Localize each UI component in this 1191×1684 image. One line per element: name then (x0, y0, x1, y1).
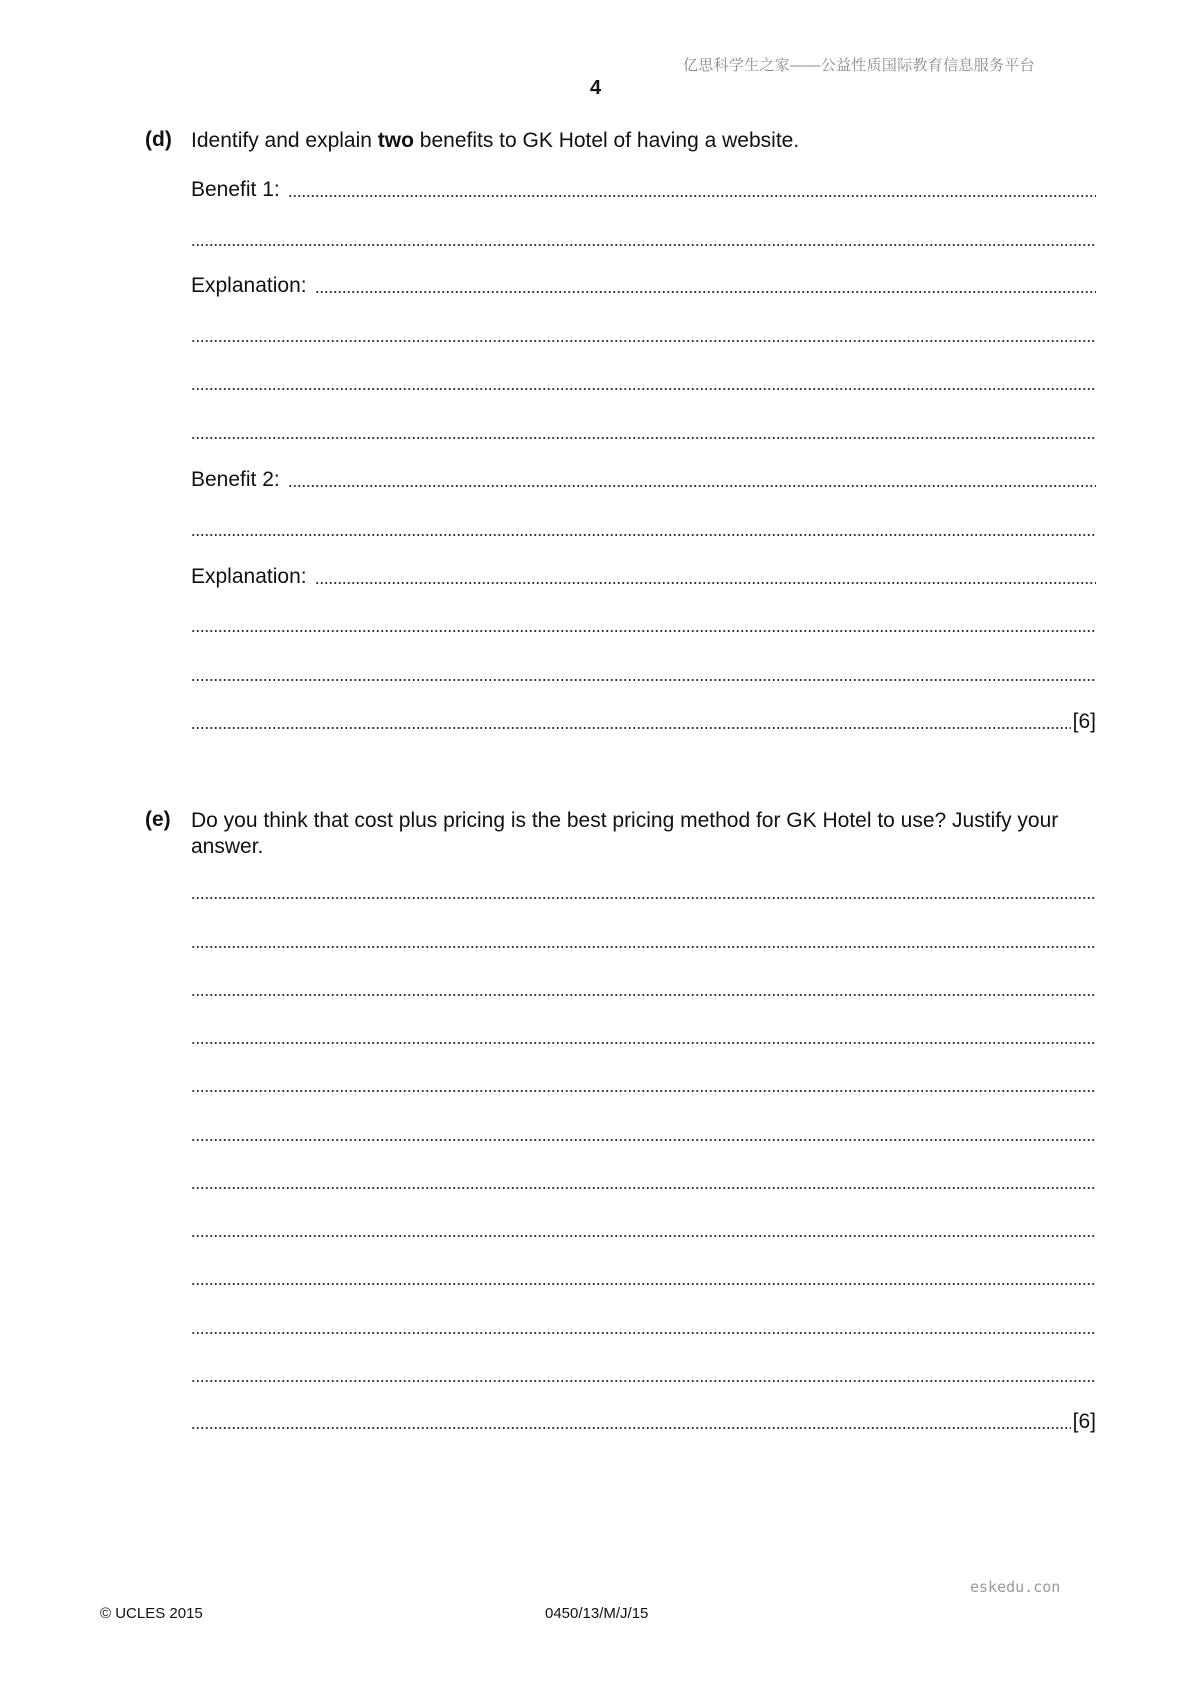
benefit-1-label: Benefit 1: (191, 178, 280, 201)
answer-line[interactable] (191, 977, 1096, 1001)
answer-line[interactable] (191, 1025, 1096, 1049)
page-number: 4 (589, 77, 602, 99)
dotted-line (191, 678, 1096, 682)
answer-line-benefit-1[interactable] (191, 178, 1096, 202)
answer-line[interactable] (191, 880, 1096, 904)
benefit-2-label: Benefit 2: (191, 468, 280, 491)
answer-line[interactable] (191, 371, 1096, 395)
dotted-line (191, 993, 1096, 997)
answer-line[interactable] (191, 1073, 1096, 1097)
answer-line-explanation-2[interactable] (191, 565, 1096, 589)
answer-line[interactable] (191, 420, 1096, 444)
answer-line-final-e[interactable] (191, 1410, 1096, 1434)
dotted-line (191, 533, 1096, 537)
question-d-text-start: Identify and explain (191, 129, 378, 152)
answer-line[interactable] (191, 227, 1096, 251)
site-watermark: eskedu.con (970, 1578, 1061, 1596)
explanation-2-label: Explanation: (191, 565, 307, 588)
dotted-line (191, 436, 1096, 440)
answer-line-explanation-1[interactable] (191, 274, 1096, 298)
explanation-1-label: Explanation: (191, 274, 307, 297)
answer-line[interactable] (191, 929, 1096, 953)
answer-line-benefit-2[interactable] (191, 468, 1096, 492)
dotted-line (191, 1331, 1096, 1335)
dotted-line (191, 629, 1096, 633)
dotted-line (191, 1282, 1096, 1286)
marks-d: [6] (1072, 710, 1096, 733)
footer-code: 0450/13/M/J/15 (545, 1605, 649, 1622)
question-e-label: (e) (145, 808, 171, 831)
dotted-line (191, 726, 1071, 730)
dotted-line (288, 194, 1096, 198)
dotted-line (191, 339, 1096, 343)
answer-line[interactable] (191, 323, 1096, 347)
dotted-line (288, 484, 1096, 488)
answer-line[interactable] (191, 662, 1096, 686)
question-d-text-end: benefits to GK Hotel of having a website. (413, 129, 800, 152)
question-d-text-bold: two (377, 129, 414, 152)
answer-line[interactable] (191, 1363, 1096, 1387)
dotted-line (191, 1089, 1096, 1093)
question-d-label: (d) (145, 128, 172, 151)
dotted-line (191, 243, 1096, 247)
footer-copyright: © UCLES 2015 (100, 1605, 203, 1622)
dotted-line (191, 945, 1096, 949)
header-watermark: 亿思科学生之家——公益性质国际教育信息服务平台 (683, 57, 1035, 74)
marks-e: [6] (1072, 1410, 1096, 1433)
answer-line[interactable] (191, 1266, 1096, 1290)
answer-line[interactable] (191, 613, 1096, 637)
answer-line-final-d[interactable] (191, 710, 1096, 734)
question-d-text (191, 128, 1096, 154)
dotted-line (191, 387, 1096, 391)
answer-line[interactable] (191, 1170, 1096, 1194)
dotted-line (191, 1426, 1071, 1430)
answer-line[interactable] (191, 1315, 1096, 1339)
answer-line[interactable] (191, 1218, 1096, 1242)
dotted-line (315, 581, 1096, 585)
dotted-line (191, 1186, 1096, 1190)
dotted-line (315, 290, 1096, 294)
dotted-line (191, 1379, 1096, 1383)
answer-line[interactable] (191, 517, 1096, 541)
dotted-line (191, 1234, 1096, 1238)
answer-line[interactable] (191, 1122, 1096, 1146)
dotted-line (191, 1041, 1096, 1045)
dotted-line (191, 1138, 1096, 1142)
question-e-text: Do you think that cost plus pricing is the best pricing method for GK Hotel to use? Justify your answer. (191, 809, 1059, 858)
dotted-line (191, 896, 1096, 900)
